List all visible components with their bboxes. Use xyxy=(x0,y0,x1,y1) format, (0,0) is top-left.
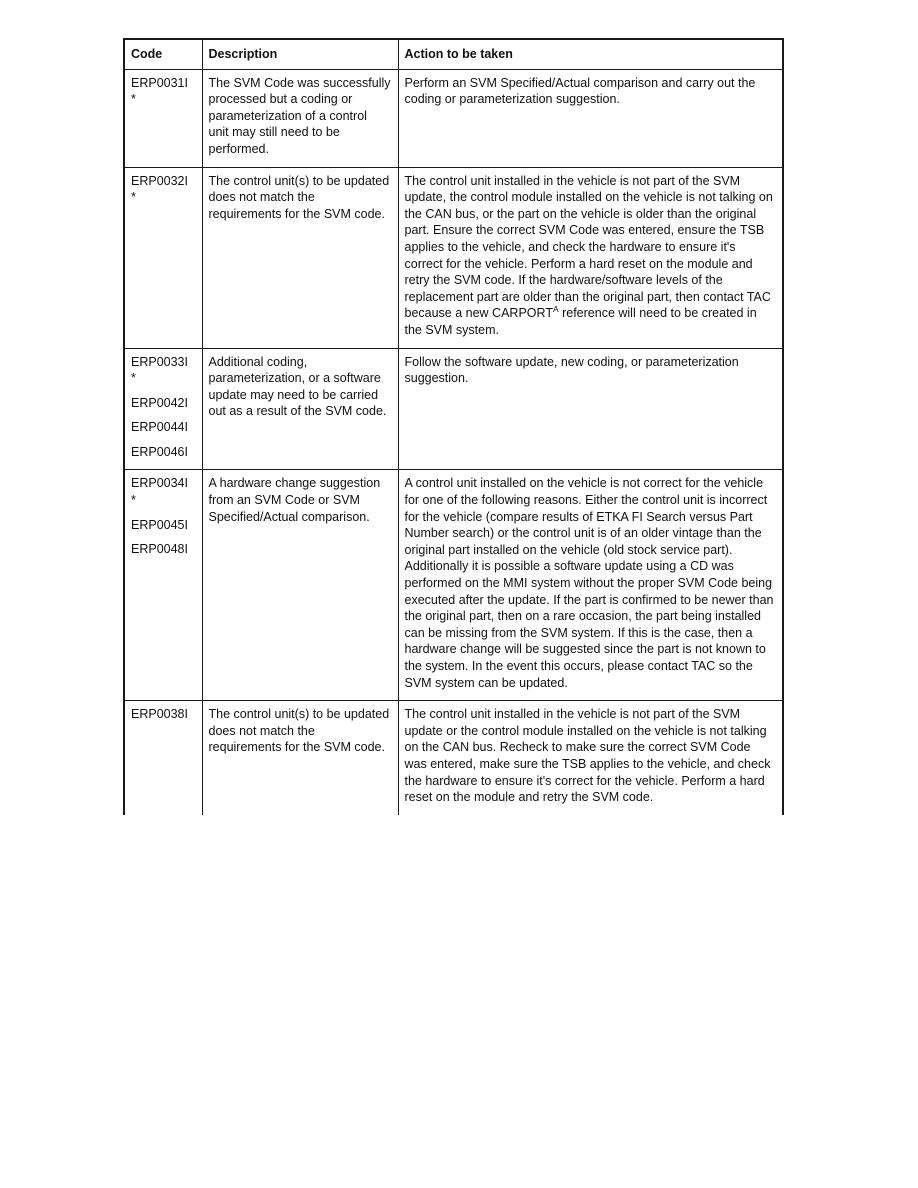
code-cell xyxy=(124,167,202,348)
code-value: ERP0032I xyxy=(131,173,188,188)
action-cell: The control unit installed in the vehicle is not part of the SVM update or the control module installed on the vehicle is not talking on the CAN bus. Recheck to make sure the correct SVM Code was entered, make sure the TSB applies to the vehicle, and check the hardware to ensure it's correct for the vehicle. Perform a hard reset on the module and retry the SVM code. xyxy=(398,701,783,815)
code-value: ERP0044I xyxy=(131,420,188,435)
code-value: ERP0031I xyxy=(131,75,188,90)
code-value: ERP0033I xyxy=(131,354,188,369)
description-cell: A hardware change suggestion from an SVM Code or SVM Specified/Actual comparison. xyxy=(202,470,398,701)
table-row xyxy=(124,470,783,701)
table-row xyxy=(124,167,783,348)
action-superscript: A xyxy=(552,304,559,315)
description-cell: The control unit(s) to be updated does not match the requirements for the SVM code. xyxy=(202,701,398,815)
code-value: ERP0042I xyxy=(131,395,188,410)
action-cell: Follow the software update, new coding, or parameterization suggestion. xyxy=(398,348,783,470)
code-value: ERP0038I xyxy=(131,707,188,722)
code-value: ERP0045I xyxy=(131,517,188,532)
description-cell: The SVM Code was successfully processed but a coding or parameterization of a control unit may still need to be performed. xyxy=(202,69,398,167)
code-asterisk: * xyxy=(131,371,136,386)
code-asterisk: * xyxy=(131,493,136,508)
action-text: The control unit installed in the vehicle is not part of the SVM update, the control module installed on the vehicle is not talking on the CAN bus, or the part on the vehicle is older than the original part. Ensure the correct SVM Code was entered, ensure the TSB applies to the vehicle, and check the hardware to ensure it's correct for the vehicle. Perform a hard reset on the module and retry the SVM code. If the hardware/software levels of the replacement part are older than the original part, then contact TAC because a new CARPORT xyxy=(404,173,773,321)
code-asterisk: * xyxy=(131,92,136,107)
header-code: Code xyxy=(124,39,202,69)
code-value: ERP0034I xyxy=(131,476,188,491)
svm-code-table xyxy=(123,38,784,815)
action-text: reference will need to be created in the SVM system. xyxy=(404,306,757,337)
code-asterisk: * xyxy=(131,190,136,205)
code-value: ERP0048I xyxy=(131,542,188,557)
action-cell xyxy=(398,167,783,348)
code-cell xyxy=(124,470,202,701)
code-value: ERP0046I xyxy=(131,444,188,459)
table-row xyxy=(124,701,783,815)
table-header-row xyxy=(124,39,783,69)
code-cell xyxy=(124,348,202,470)
action-cell: A control unit installed on the vehicle is not correct for the vehicle for one of the following reasons. Either the control unit is incorrect for the vehicle (compare results of ETKA FI Search versus Part Number search) or the control unit is of an older vintage than the original part installed on the vehicle (old stock service part). Additionally it is possible a software update using a CD was performed on the MMI system without the proper SVM Code being executed after the update. If the part is confirmed to be newer than the original part, then on a rare occasion, the part being installed can be missing from the SVM system. If this is the case, then a hardware change will be suggested since the part is not known to the system. In the event this occurs, please contact TAC so the SVM system can be updated. xyxy=(398,470,783,701)
description-cell: The control unit(s) to be updated does not match the requirements for the SVM code. xyxy=(202,167,398,348)
code-cell xyxy=(124,701,202,815)
table-row xyxy=(124,348,783,470)
table-row xyxy=(124,69,783,167)
header-action: Action to be taken xyxy=(398,39,783,69)
action-cell: Perform an SVM Specified/Actual comparison and carry out the coding or parameterization suggestion. xyxy=(398,69,783,167)
code-cell xyxy=(124,69,202,167)
description-cell: Additional coding, parameterization, or a software update may need to be carried out as a result of the SVM code. xyxy=(202,348,398,470)
header-description: Description xyxy=(202,39,398,69)
